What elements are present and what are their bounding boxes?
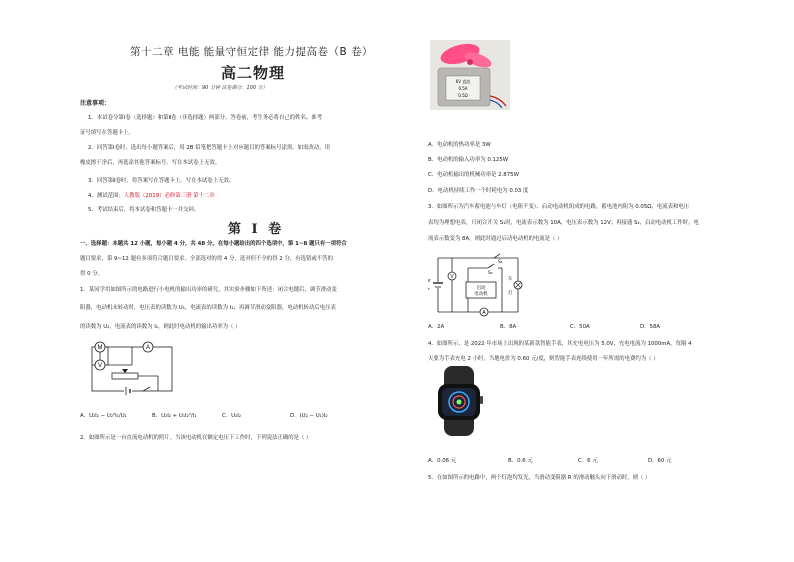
q3-line: 表均为理想电表，只闭合开关 S₁时，电流表示数为 10A，电压表示数为 12V；再接通 S₂，启动电动机工作时，电 — [428, 220, 699, 226]
q3-line: 3．如图所示为汽车蓄电池与车灯（电阻不变）、启动电动机组成的电路，蓄电池内阻为 0.05Ω，电流表和电压 — [428, 204, 690, 210]
notice-heading: 注意事项： — [80, 100, 111, 107]
q2-option-d: D．电动机持续工作一个时耗电为 0.03 度 — [428, 188, 529, 194]
switch-s2-label: S₂ — [488, 271, 493, 276]
internal-resistance-label: r — [428, 286, 430, 291]
starter-motor-label: 启动 — [476, 286, 486, 291]
motor-label-current: 0.5A — [458, 86, 468, 91]
q4-line: 4．如图所示，是 2022 年市场上出现的某新款智能手表，其充电电压为 5.0V，充电电流为 1000mA，每隔 4 — [428, 341, 692, 347]
q4-option-d: D．60 元 — [648, 458, 672, 464]
q3-option-a: A．2A — [428, 324, 445, 330]
q3-line: 流表示数变为 8A，则此时通过启动电动机的电流是（ ） — [428, 236, 563, 242]
q3-circuit-diagram — [428, 252, 528, 317]
q1-line: 1．某同学用如图所示的电路进行小电机的输出功率的研究，其实验步骤如下所述：闭合电键后，调节滑动变 — [80, 287, 337, 293]
notice-line: 5．考试结束后，将本试卷和答题卡一并交回。 — [88, 207, 200, 213]
q2-option-a: A．电动机的热功率是 3W — [428, 142, 491, 148]
switch-s1-label: S₁ — [498, 260, 503, 265]
smartwatch-photo — [430, 366, 490, 436]
ammeter-symbol-label: A — [145, 345, 151, 352]
notice-line: 3．回答第Ⅱ卷时，将答案写在答题卡上。写在本试卷上无效。 — [88, 178, 235, 184]
q4-option-b: B．0.6 元 — [508, 458, 533, 464]
voltmeter-symbol-label: V — [97, 363, 103, 370]
q4-option-a: A．0.06 元 — [428, 458, 457, 464]
q1-option-a: A．U₂I₂ − U₂²I₁/U₁ — [80, 413, 127, 419]
lamp-label-2: 灯 — [508, 291, 513, 296]
q5-line: 5．在如图所示的电路中，两个灯泡均发光，当滑动变阻器 R 的滑动触头向下滑动时，则（ ） — [428, 475, 651, 481]
notice-line — [88, 192, 215, 200]
starter-motor-label-2: 电动机 — [474, 292, 488, 297]
q3-option-c: C．50A — [570, 324, 590, 330]
exam-title: 第十二章 电能 能量守恒定律 能力提高卷（B 卷） — [130, 46, 374, 58]
exam-meta: （考试时间：90 分钟 试卷满分：100 分） — [172, 85, 268, 91]
scope-value: 人教版（2019）必修第三册 第十二章 — [123, 193, 215, 199]
q1-line: 的读数为 U₂，电流表的读数为 I₂，则此时电动机的输出功率为（ ） — [80, 324, 241, 330]
section-title: 第 I 卷 — [228, 222, 285, 237]
emf-label: E — [428, 278, 431, 283]
motor-label-resistance: 0.5Ω — [458, 93, 468, 98]
q2-option-c: C．电动机输出的机械功率是 2.875W — [428, 172, 519, 178]
q2-line: 2．如图所示是一台直流电动机的照片。当该电动机在额定电压下工作时，下列说法正确的是（ ） — [80, 435, 312, 441]
subject-title: 高二物理 — [221, 64, 286, 82]
svg-text:A: A — [482, 310, 486, 316]
q1-option-d: D．(U₂ − U₁)I₂ — [290, 413, 328, 419]
lamp-label: 车 — [508, 277, 513, 282]
q1-option-c: C．U₂I₂ — [222, 413, 242, 419]
q1-option-b: B．U₂I₂ + U₁I₂²/I₁ — [152, 413, 197, 419]
notice-line: 橡皮擦干净后，再选涂其他答案标号。写在本试卷上无效。 — [80, 160, 221, 166]
q1-line: 阻器，电动机未转动时，电压表的读数为 U₁，电流表的读数为 I₁；再调节滑动变阻器，电动机转动后电压表 — [80, 305, 336, 311]
notice-line: 1．本试卷分第Ⅰ卷（选择题）和第Ⅱ卷（非选择题）两部分。答卷前，考生务必将自己的姓名、准考 — [88, 115, 323, 121]
right-column — [422, 0, 767, 562]
q3-option-b: B．8A — [500, 324, 517, 330]
q1-circuit-diagram — [88, 341, 208, 396]
notice-line: 证号填写在答题卡上。 — [80, 130, 134, 136]
scope-label: 4．测试范围： — [88, 193, 124, 199]
left-column — [60, 0, 420, 562]
motor-symbol-label: M — [97, 345, 103, 352]
section-intro: 得 0 分。 — [80, 271, 104, 277]
q2-option-b: B．电动机的输入功率为 0.125W — [428, 157, 509, 163]
section-intro: 一、选择题：本题共 12 小题，每小题 4 分，共 48 分。在每小题给出的四个选项中，第 1~8 题只有一项符合 — [80, 241, 347, 247]
q4-line: 天要为手表充电 2 小时，当地电价为 0.60 元/度，则智能手表连续使用一年所需的电费约为（ ） — [428, 356, 659, 362]
q3-option-d: D．58A — [640, 324, 661, 330]
motor-photo — [430, 40, 510, 110]
notice-line: 2．回答第Ⅰ卷时，选出每小题答案后，用 2B 铅笔把答题卡上对应题目的答案标号涂黑。如需改动，用 — [88, 145, 330, 151]
section-intro: 题目要求，第 9~12 题有多项符合题目要求。全部选对的得 4 分，选对但不全的得 2 分，有选错或不答的 — [80, 256, 333, 262]
motor-label-voltage: 6V 直流 — [455, 79, 471, 84]
q4-option-c: C．6 元 — [578, 458, 598, 464]
svg-text:V: V — [450, 274, 454, 280]
